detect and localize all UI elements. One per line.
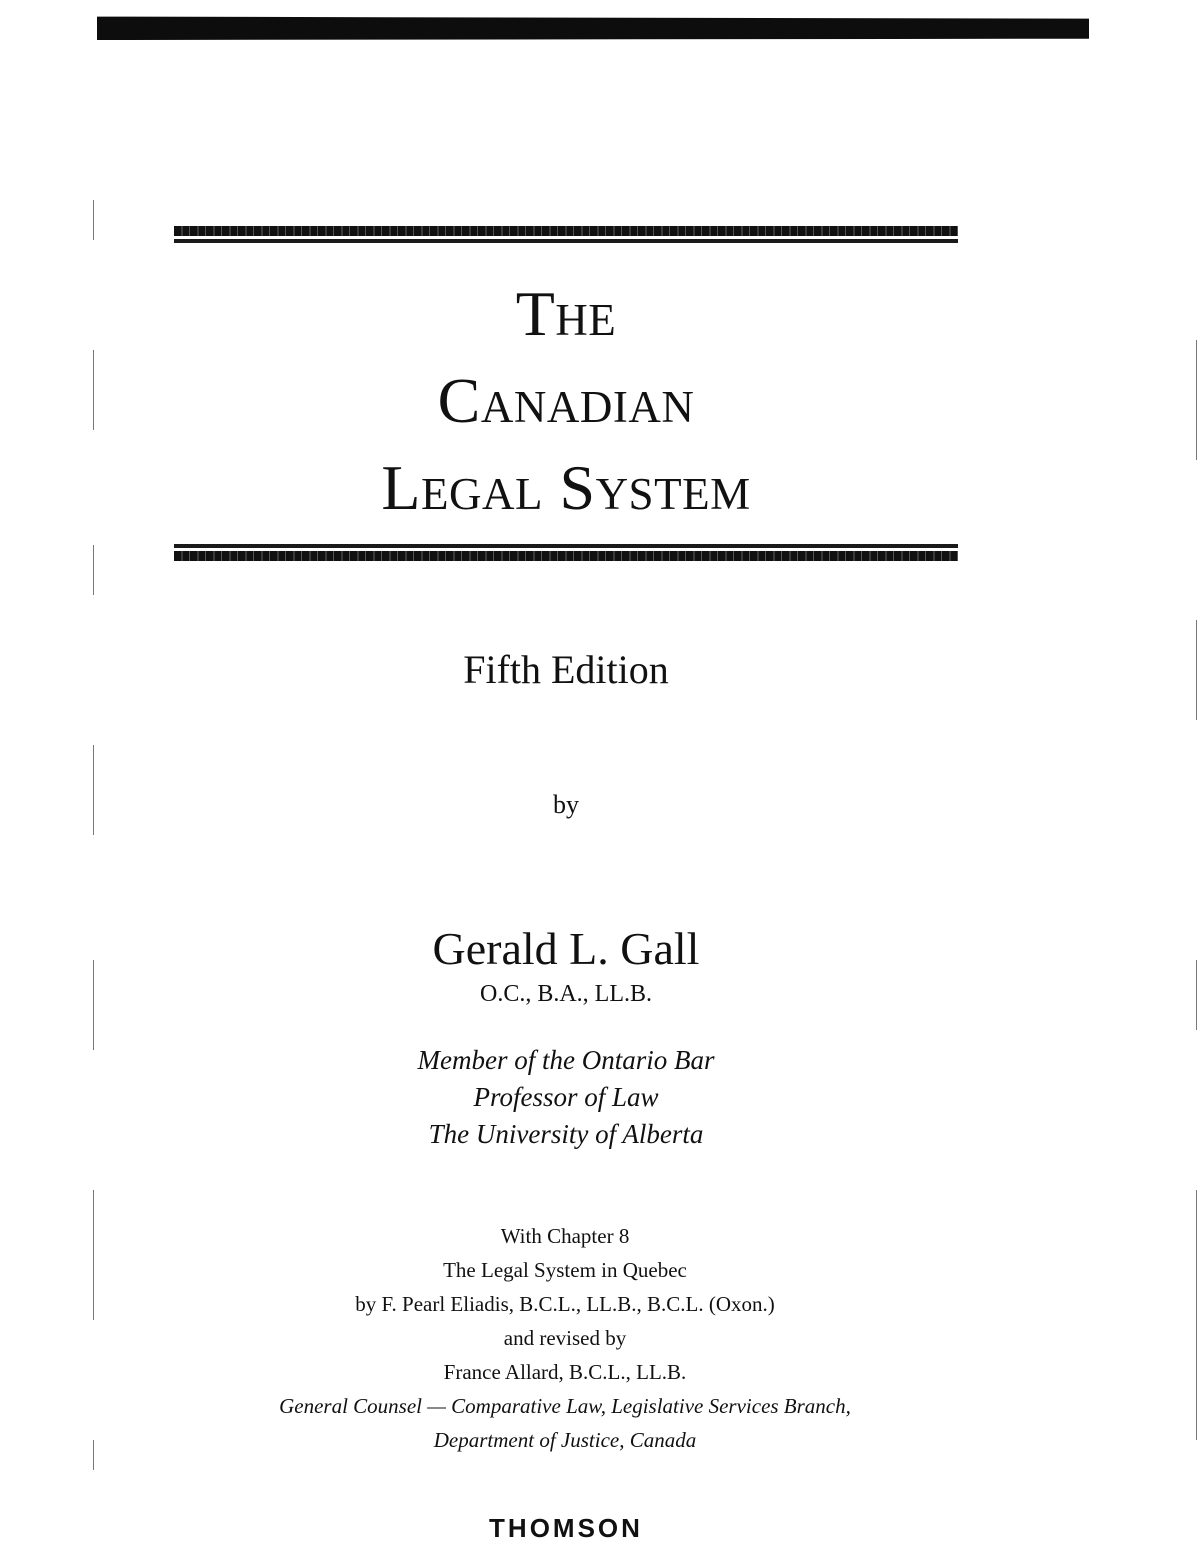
title-line-1: The xyxy=(515,278,617,349)
scan-speck xyxy=(1196,1190,1197,1440)
chapter-note-line: With Chapter 8 xyxy=(500,1224,630,1248)
scan-speck xyxy=(93,745,94,835)
chapter-note-line: and revised by xyxy=(503,1326,627,1350)
scan-speck xyxy=(1196,340,1197,460)
chapter-note-line: by F. Pearl Eliadis, B.C.L., LL.B., B.C.L. (Oxon.) xyxy=(355,1292,775,1316)
author-role: Member of the Ontario Bar xyxy=(417,1045,715,1075)
scan-speck xyxy=(93,200,94,240)
author-role: The University of Alberta xyxy=(428,1119,704,1149)
scan-speck xyxy=(93,545,94,595)
author-name: Gerald L. Gall xyxy=(432,923,700,974)
title-line-3: Legal System xyxy=(381,452,751,523)
scan-speck xyxy=(93,350,94,430)
scan-border-bar xyxy=(97,14,1089,40)
book-title xyxy=(174,270,958,531)
chapter-note-line: France Allard, B.C.L., LL.B. xyxy=(443,1360,687,1384)
bottom-decorative-rule xyxy=(174,544,958,561)
chapter-contribution-note xyxy=(120,1219,1010,1457)
scan-speck xyxy=(93,960,94,1050)
author-credentials: O.C., B.A., LL.B. xyxy=(479,981,652,1007)
author-role: Professor of Law xyxy=(473,1082,659,1112)
scan-speck xyxy=(1196,960,1197,1030)
scan-speck xyxy=(93,1440,94,1470)
chapter-note-line: The Legal System in Quebec xyxy=(443,1258,687,1282)
scan-speck xyxy=(93,1190,94,1320)
edition-label: Fifth Edition xyxy=(463,647,669,692)
chapter-note-italic-line: Department of Justice, Canada xyxy=(433,1428,697,1452)
title-line-2: Canadian xyxy=(437,365,695,436)
publisher-logo: THOMSON xyxy=(489,1513,643,1543)
chapter-note-italic-line: General Counsel — Comparative Law, Legislative Services Branch, xyxy=(279,1394,851,1418)
author-roles xyxy=(174,1042,958,1153)
by-label: by xyxy=(553,790,579,819)
top-decorative-rule xyxy=(174,226,958,243)
scan-speck xyxy=(1196,620,1197,720)
